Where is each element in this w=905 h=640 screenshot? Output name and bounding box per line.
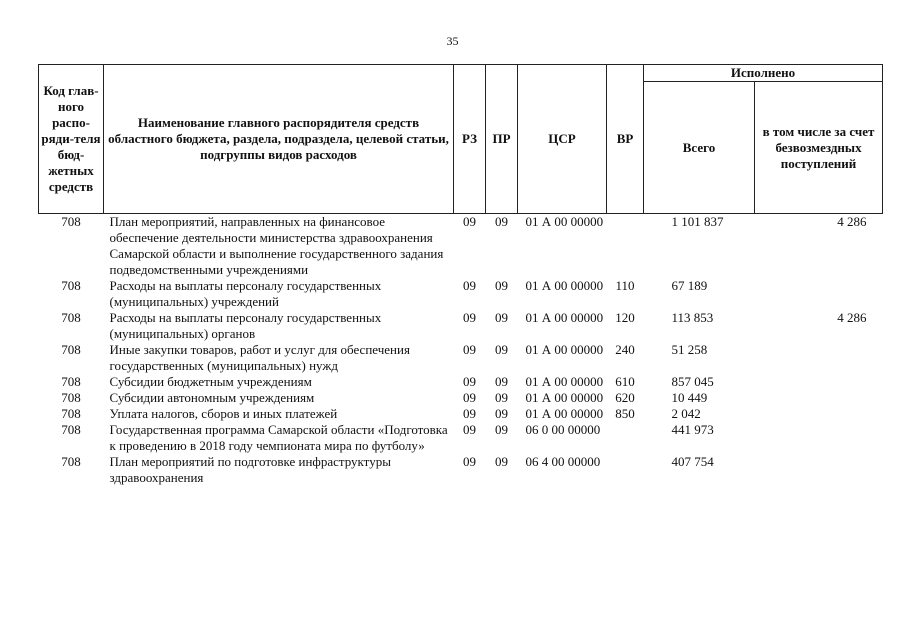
table-row <box>39 214 883 279</box>
header-csr: ЦСР <box>518 65 607 214</box>
header-rz: РЗ <box>454 65 486 214</box>
cell-name: Расходы на выплаты персоналу государственных (муниципальных) учреждений <box>109 278 382 309</box>
header-total: Всего <box>644 82 755 214</box>
cell-code: 708 <box>61 406 81 421</box>
cell-code: 708 <box>61 278 81 293</box>
table-row <box>39 454 883 486</box>
cell-total: 407 754 <box>671 454 714 469</box>
cell-total: 1 101 837 <box>671 214 724 229</box>
cell-name: Субсидии бюджетным учреждениям <box>109 374 312 389</box>
budget-table <box>38 64 883 486</box>
cell-csr: 06 0 00 00000 <box>525 422 601 437</box>
cell-pr: 09 <box>495 406 508 421</box>
table-body <box>39 214 883 487</box>
cell-pr: 09 <box>495 422 508 437</box>
table-row <box>39 310 883 342</box>
cell-csr: 01 А 00 00000 <box>525 342 604 357</box>
header-code: Код глав-ного распо-ряди-теля бюд-жетных средств <box>39 65 104 214</box>
cell-total: 10 449 <box>671 390 708 405</box>
table-row <box>39 342 883 374</box>
cell-free: 4 286 <box>837 310 867 325</box>
cell-csr: 01 А 00 00000 <box>525 214 604 229</box>
cell-vr <box>607 422 644 454</box>
cell-total: 113 853 <box>671 310 714 325</box>
cell-pr: 09 <box>495 374 508 389</box>
cell-rz: 09 <box>463 406 476 421</box>
cell-free <box>755 422 883 454</box>
cell-pr: 09 <box>495 214 508 229</box>
cell-vr: 850 <box>615 406 635 421</box>
cell-name: Субсидии автономным учреждениям <box>109 390 315 405</box>
cell-csr: 06 4 00 00000 <box>525 454 601 469</box>
cell-name: Иные закупки товаров, работ и услуг для обеспечения государственных (муниципальных) нужд <box>109 342 410 373</box>
cell-pr: 09 <box>495 342 508 357</box>
table-row <box>39 406 883 422</box>
cell-code: 708 <box>61 422 81 437</box>
table-row <box>39 278 883 310</box>
cell-code: 708 <box>61 390 81 405</box>
cell-free <box>755 454 883 486</box>
table-row <box>39 390 883 406</box>
cell-vr <box>607 454 644 486</box>
cell-total: 2 042 <box>671 406 701 421</box>
cell-rz: 09 <box>463 374 476 389</box>
cell-free <box>755 342 883 374</box>
cell-vr: 620 <box>615 390 635 405</box>
cell-rz: 09 <box>463 390 476 405</box>
cell-name: Уплата налогов, сборов и иных платежей <box>109 406 338 421</box>
cell-code: 708 <box>61 454 81 469</box>
cell-pr: 09 <box>495 390 508 405</box>
header-name: Наименование главного распорядителя средств областного бюджета, раздела, подраздела, целевой статьи, подгруппы видов расходов <box>104 65 454 214</box>
table-row <box>39 374 883 390</box>
cell-name: План мероприятий, направленных на финансовое обеспечение деятельности министерства здравоохранения Самарской области и выполнение государственного задания подведомственными учреждениями <box>109 214 444 277</box>
cell-vr: 240 <box>615 342 635 357</box>
cell-csr: 01 А 00 00000 <box>525 406 604 421</box>
cell-rz: 09 <box>463 422 476 437</box>
cell-vr: 110 <box>615 278 635 293</box>
cell-csr: 01 А 00 00000 <box>525 278 604 293</box>
cell-name: Расходы на выплаты персоналу государственных (муниципальных) органов <box>109 310 382 341</box>
cell-pr: 09 <box>495 310 508 325</box>
cell-pr: 09 <box>495 454 508 469</box>
cell-rz: 09 <box>463 214 476 229</box>
cell-csr: 01 А 00 00000 <box>525 310 604 325</box>
cell-code: 708 <box>61 342 81 357</box>
header-vr: ВР <box>607 65 644 214</box>
cell-code: 708 <box>61 374 81 389</box>
cell-free <box>755 374 883 390</box>
cell-total: 67 189 <box>671 278 708 293</box>
page-number: 35 <box>446 34 459 48</box>
cell-free <box>755 390 883 406</box>
cell-vr: 120 <box>615 310 635 325</box>
cell-total: 51 258 <box>671 342 708 357</box>
cell-name: Государственная программа Самарской области «Подготовка к проведению в 2018 году чемпионата мира по футболу» <box>109 422 448 453</box>
cell-code: 708 <box>61 310 81 325</box>
cell-pr: 09 <box>495 278 508 293</box>
cell-rz: 09 <box>463 278 476 293</box>
header-executed: Исполнено <box>644 65 883 82</box>
header-free: в том числе за счет безвозмездных поступлений <box>755 82 883 214</box>
cell-csr: 01 А 00 00000 <box>525 374 604 389</box>
cell-rz: 09 <box>463 310 476 325</box>
cell-free <box>755 278 883 310</box>
cell-free <box>755 406 883 422</box>
cell-rz: 09 <box>463 454 476 469</box>
table-header <box>39 65 883 214</box>
cell-vr <box>607 214 644 279</box>
cell-csr: 01 А 00 00000 <box>525 390 604 405</box>
cell-total: 857 045 <box>671 374 714 389</box>
header-pr: ПР <box>486 65 518 214</box>
cell-name: План мероприятий по подготовке инфраструктуры здравоохранения <box>109 454 391 485</box>
cell-free: 4 286 <box>837 214 867 229</box>
cell-total: 441 973 <box>671 422 714 437</box>
cell-vr: 610 <box>615 374 635 389</box>
cell-code: 708 <box>61 214 81 229</box>
table-row <box>39 422 883 454</box>
cell-rz: 09 <box>463 342 476 357</box>
